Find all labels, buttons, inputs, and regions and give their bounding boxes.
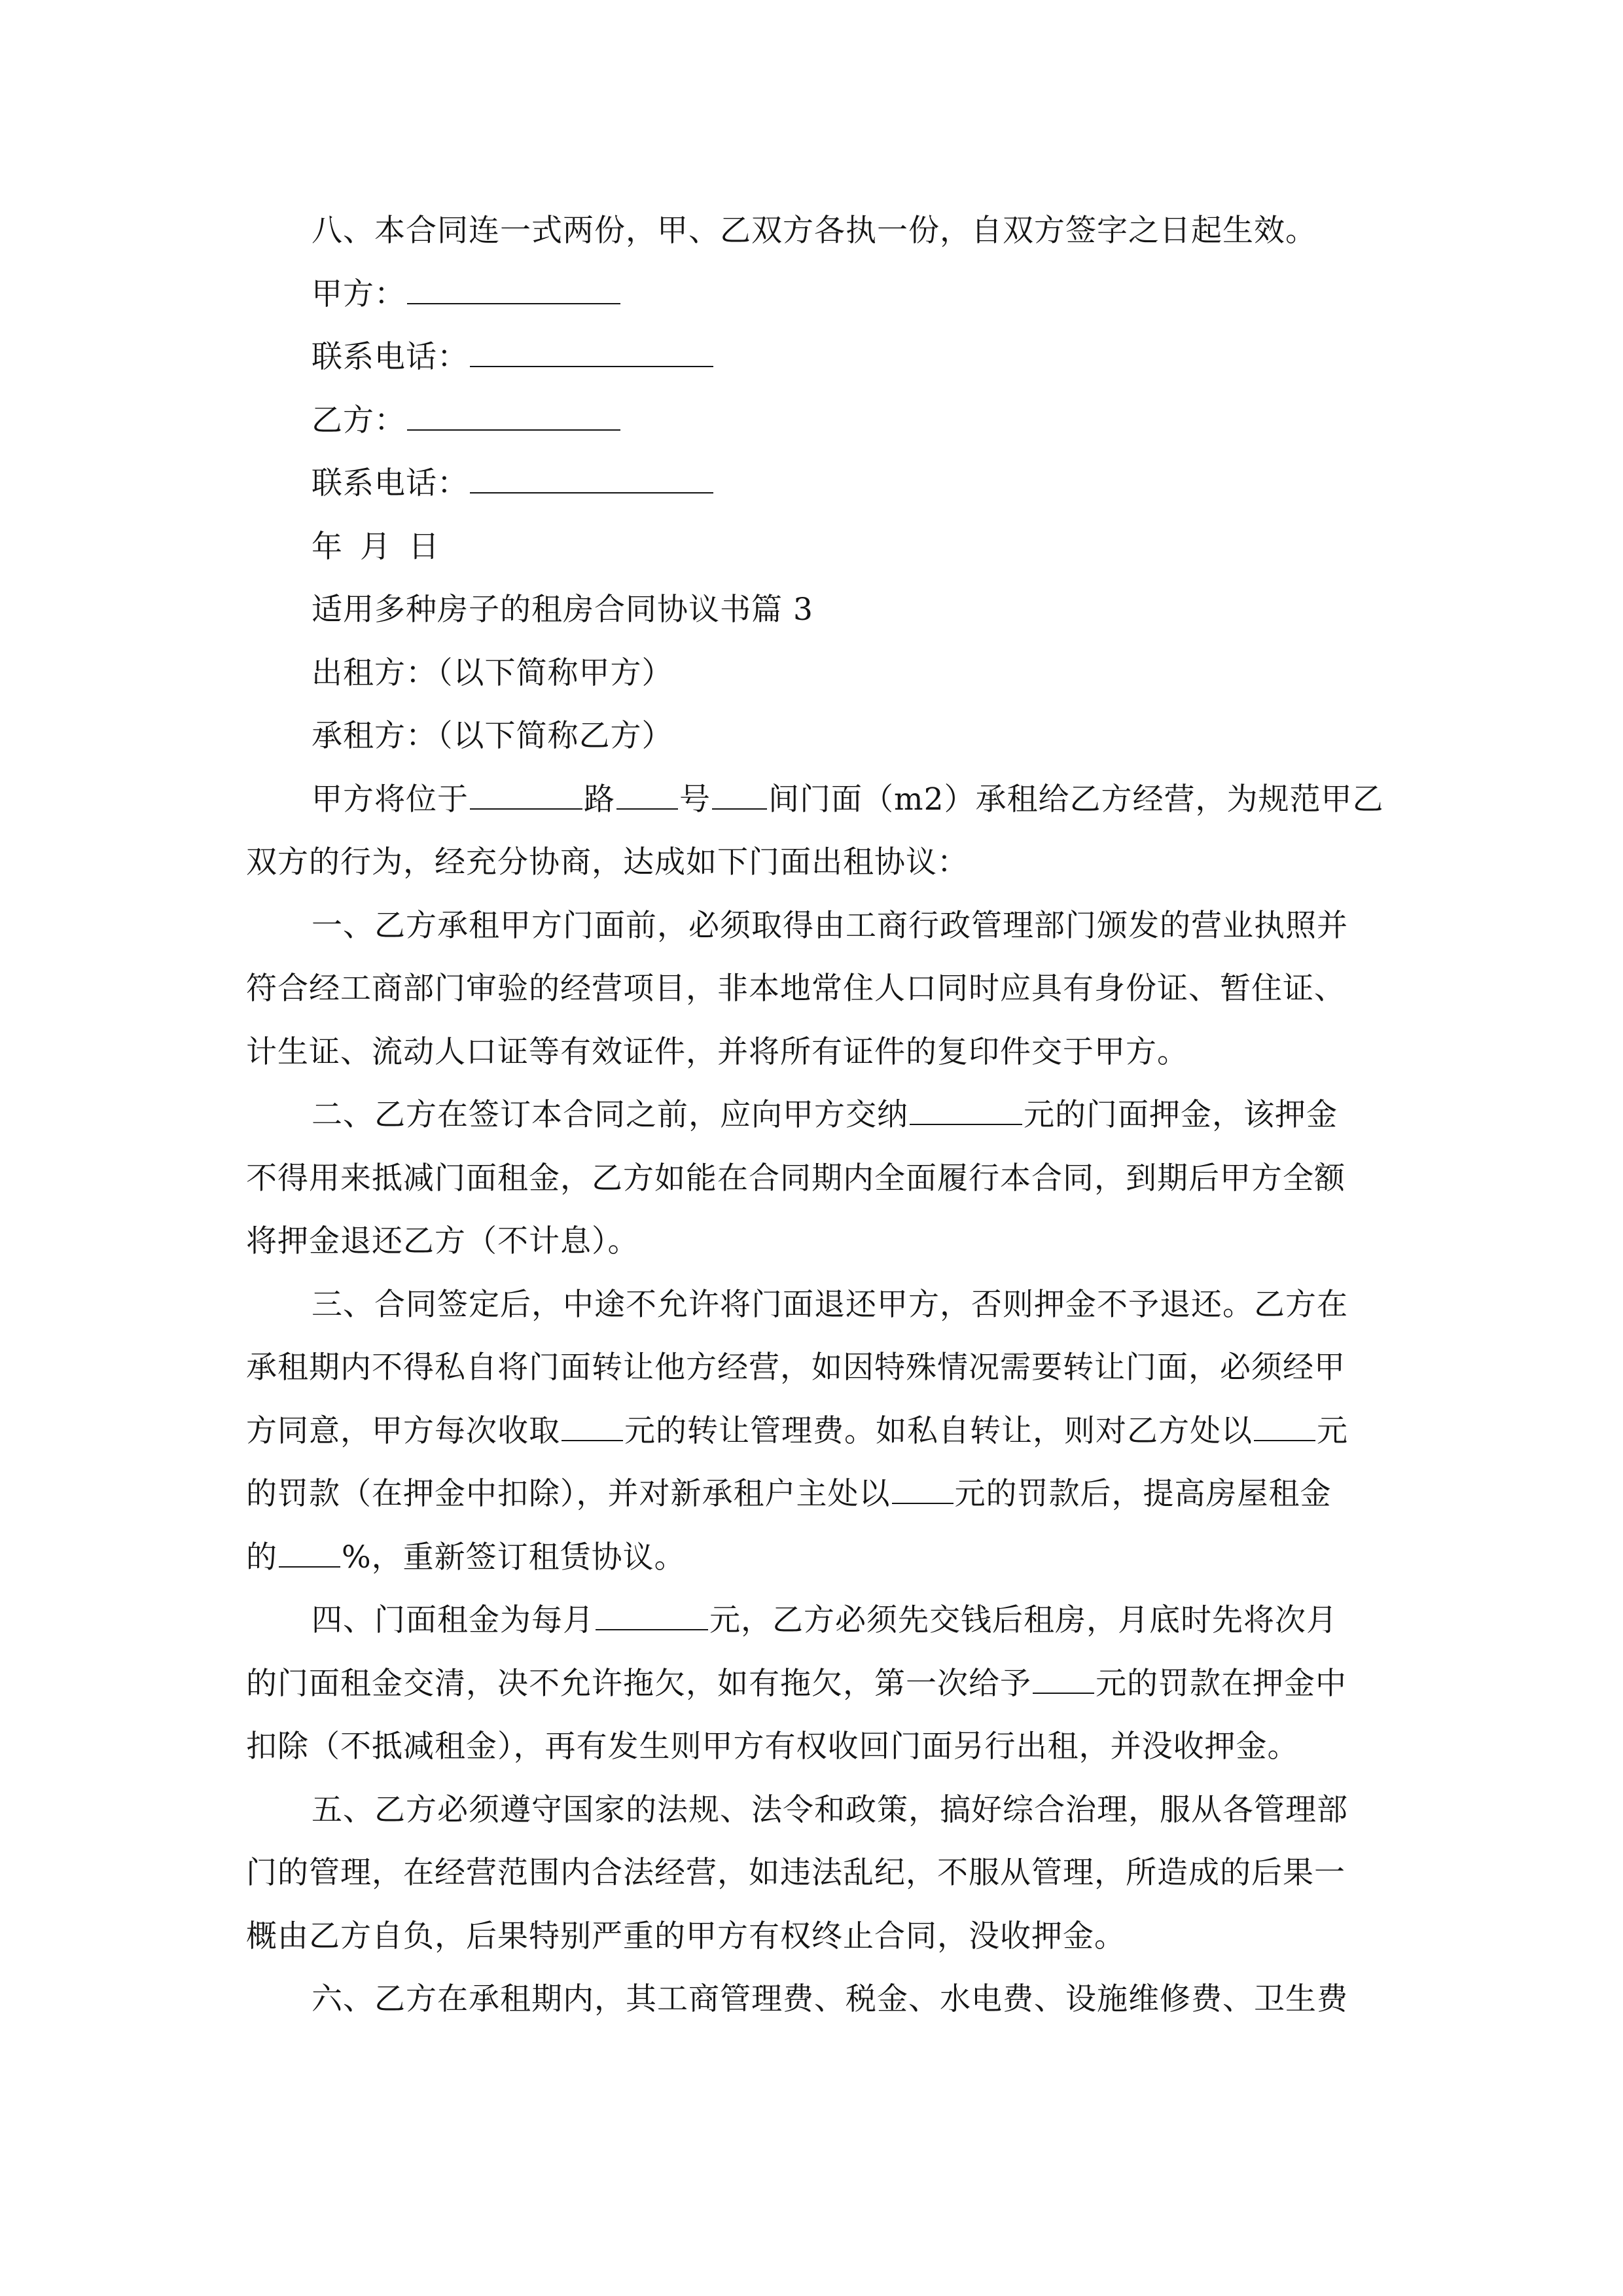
deposit-blank (910, 1100, 1022, 1125)
clause-5-line-1: 五、乙方必须遵守国家的法规、法令和政策，搞好综合治理，服从各管理部 (312, 1791, 1348, 1828)
road-blank (470, 785, 582, 810)
clause-3-line-1: 三、合同签定后，中途不允许将门面退还甲方，否则押金不予退还。乙方在 (312, 1286, 1348, 1323)
clause-2-line-2: 不得用来抵减门面租金，乙方如能在合同期内全面履行本合同，到期后甲方全额 (246, 1160, 1346, 1196)
intro-line-2: 双方的行为，经充分协商，达成如下门面出租协议： (246, 844, 969, 880)
number-blank (616, 785, 678, 810)
lessee-line: 承租方：（以下简称乙方） (312, 718, 673, 754)
clause-2-line-3: 将押金退还乙方（不计息）。 (246, 1223, 639, 1259)
new-tenant-penalty-blank (892, 1479, 954, 1504)
party-a-signature-blank (407, 279, 620, 304)
clause-3-line-4: 的罚款（在押金中扣除），并对新承租户主处以 元的罚款后，提高房屋租金 (246, 1476, 1332, 1512)
section-heading: 适用多种房子的租房合同协议书篇 3 (312, 592, 813, 628)
intro-line-1: 甲方将位于 路 号 间门面（m2）承租给乙方经营，为规范甲乙 (312, 781, 1384, 817)
clause-3-line-5: 的 %，重新签订租赁协议。 (246, 1539, 686, 1575)
clause-3-line-2: 承租期内不得私自将门面转让他方经营，如因特殊情况需要转让门面，必须经甲 (246, 1350, 1346, 1386)
clause-4-line-2: 的门面租金交清，决不允许拖欠，如有拖欠，第一次给予 元的罚款在押金中 (246, 1665, 1347, 1702)
party-a-phone-line: 联系电话： (246, 326, 1385, 389)
clause-5-line-3: 概由乙方自负，后果特别严重的甲方有权终止合同，没收押金。 (246, 1918, 1126, 1954)
clause-1-line-1: 一、乙方承租甲方门面前，必须取得由工商行政管理部门颁发的营业执照并 (312, 907, 1348, 944)
clause-5-line-2: 门的管理，在经营范围内合法经营，如违法乱纪，不服从管理，所造成的后果一 (246, 1855, 1346, 1891)
clause-1-line-2: 符合经工商部门审验的经营项目，非本地常住人口同时应具有身份证、暂住证、 (246, 971, 1346, 1007)
monthly-rent-blank (596, 1605, 708, 1630)
party-b-signature-blank (407, 406, 620, 431)
clause-4-line-1: 四、门面租金为每月 元，乙方必须先交钱后租房，月底时先将次月 (312, 1602, 1338, 1638)
rooms-blank (712, 785, 767, 810)
party-b-phone-blank (470, 469, 713, 493)
party-b-line: 乙方： (246, 389, 1385, 453)
clause-8-line: 八、本合同连一式两份，甲、乙双方各执一份，自双方签字之日起生效。 (312, 213, 1317, 249)
rent-increase-blank (279, 1543, 340, 1568)
late-penalty-blank (1033, 1669, 1094, 1694)
clause-1-line-3: 计生证、流动人口证等有效证件，并将所有证件的复印件交于甲方。 (246, 1033, 1188, 1070)
lessor-line: 出租方：（以下简称甲方） (312, 655, 673, 691)
date-line: 年 月 日 (312, 528, 440, 565)
penalty-blank (1254, 1416, 1315, 1441)
clause-3-line-3: 方同意，甲方每次收取 元的转让管理费。如私自转让，则对乙方处以 元 (246, 1412, 1348, 1449)
transfer-fee-blank (562, 1416, 623, 1441)
party-b-phone-line: 联系电话： (246, 452, 1385, 516)
clause-2-line-1: 二、乙方在签订本合同之前，应向甲方交纳 元的门面押金，该押金 (312, 1097, 1338, 1133)
contract-body (246, 200, 1385, 2032)
party-a-line: 甲方： (246, 263, 1385, 327)
party-a-phone-blank (470, 342, 713, 367)
clause-6-line-1: 六、乙方在承租期内，其工商管理费、税金、水电费、设施维修费、卫生费 (312, 1981, 1348, 2017)
clause-4-line-3: 扣除（不抵减租金），再有发生则甲方有权收回门面另行出租，并没收押金。 (246, 1729, 1299, 1765)
